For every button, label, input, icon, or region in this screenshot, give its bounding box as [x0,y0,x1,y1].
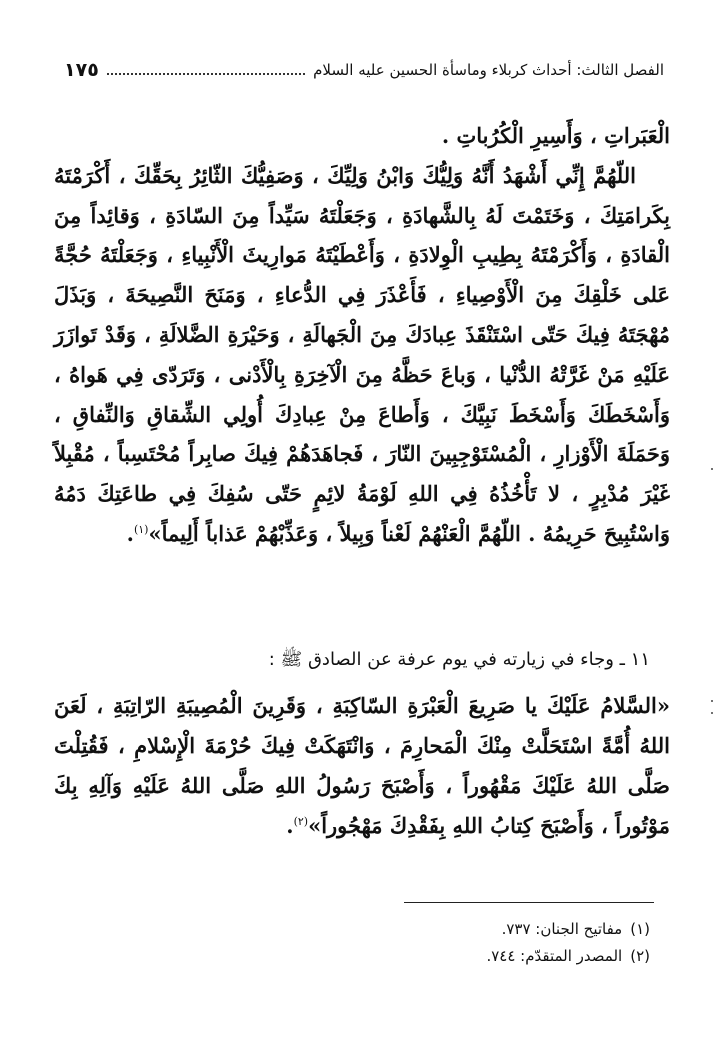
footnote-2-text: المصدر المتقدّم: ٧٤٤. [486,947,623,965]
footnote-ref-2: (٢) [293,815,309,828]
supplication-end: . [126,520,134,546]
supplication-text: اللّهُمَّ إِنِّي أَشْهَدُ أَنَّهُ وَلِيُّكَ وَابْنُ وَلِيِّكَ ، وَصَفِيُّكَ الثّائِرُ بِحَقِّكَ ، أَكْرَمْتَهُ بِكَرامَتِكَ ، وَخَتَمْتَ لَهُ بِالشَّهادَةِ ، وَجَعَلْتَهُ سَيِّداً مِنَ السّادَةِ ، وَقائِداً مِنَ الْقادَةِ ، وَأَكْرَمْتَهُ بِطِيبِ الْوِلادَةِ ، وَأَعْطَيْتَهُ مَوارِيثَ الْأَنْبِياءِ ، وَجَعَلْتَهُ حُجَّةً عَلى خَلْقِكَ مِنَ الْأَوْصِياءِ ، فَأَعْذَرَ فِي الدُّعاءِ ، وَمَنَحَ النَّصِيحَةَ ، وَبَذَلَ مُهْجَتَهُ فِيكَ حَتّى اسْتَنْقَذَ عِبادَكَ مِنَ الْجَهالَةِ ، وَحَيْرَةِ الضَّلالَةِ ، وَقَدْ تَوازَرَ عَلَيْهِ مَنْ غَرَّتْهُ الدُّنْيا ، وَباعَ حَظَّهُ مِنَ الْآخِرَةِ بِالْأَدْنى ، وَتَرَدّى فِي هَواهُ ، وَأَسْخَطَكَ وَأَسْخَطَ نَبِيَّكَ ، وَأَطاعَ مِنْ عِبادِكَ أُولِي الشِّقاقِ وَالنِّفاقِ ، وَحَمَلَةَ الْأَوْزارِ ، الْمُسْتَوْجِبِينَ النّارَ ، فَجاهَدَهُمْ فِيكَ صابِراً مُحْتَسِباً ، مُقْبِلاً غَيْرَ مُدْبِرٍ ، لا تَأْخُذُهُ فِي اللهِ لَوْمَةُ لائِمٍ حَتّى سُفِكَ فِي طاعَتِكَ دَمُهُ وَاسْتُبِيحَ حَرِيمُهُ . اللّهُمَّ الْعَنْهُمْ لَعْناً وَبِيلاً ، وَعَذِّبْهُمْ عَذاباً أَلِيماً» [54,162,670,546]
ziyarah-quote [54,686,670,846]
footnote-1-text: مفاتيح الجنان: ٧٣٧. [501,920,623,938]
footnote-ref-1: (١) [133,522,149,536]
page-number: ١٧٥ [64,59,99,81]
section-intro: ١١ ـ وجاء في زيارته في يوم عرفة عن الصادق ﷺ : [268,649,650,670]
paragraph-supplication [54,156,670,554]
quote-end: . [286,813,294,838]
header-dot-leader [107,73,305,75]
footnote-2 [54,943,650,970]
footnote-2-number: (٢) [630,947,650,965]
running-title: الفصل الثالث: أحداث كربلاء وماسأة الحسين عليه السلام [313,61,664,79]
quote-text: «السَّلامُ عَلَيْكَ يا صَرِيعَ الْعَبْرَةِ السّاكِبَةِ ، وَقَرِينَ الْمُصِيبَةِ الرّاتِبَةِ ، لَعَنَ اللهُ أُمَّةً اسْتَحَلَّتْ مِنْكَ الْمَحارِمَ ، وَانْتَهَكَتْ فِيكَ حُرْمَةَ الْإِسْلامِ ، فَقُتِلْتَ صَلَّى اللهُ عَلَيْكَ مَقْهُوراً ، وَأَصْبَحَ رَسُولُ اللهِ صَلَّى اللهُ عَلَيْهِ وَآلِهِ بِكَ مَوْتُوراً ، وَأَصْبَحَ كِتابُ اللهِ بِفَقْدِكَ مَهْجُوراً» [54,693,670,838]
ziyarah-section [54,642,670,846]
paragraph-continuation: الْعَبَراتِ ، وَأَسِيرِ الْكُرُباتِ . [441,123,670,148]
scan-speck [711,468,713,470]
page-header [64,56,664,84]
scan-speck [711,712,713,714]
footnote-1 [54,916,650,943]
footnote-separator [404,902,654,903]
footnotes [54,916,654,970]
scan-speck [711,700,713,702]
main-text [54,116,670,554]
footnote-1-number: (١) [630,920,650,938]
